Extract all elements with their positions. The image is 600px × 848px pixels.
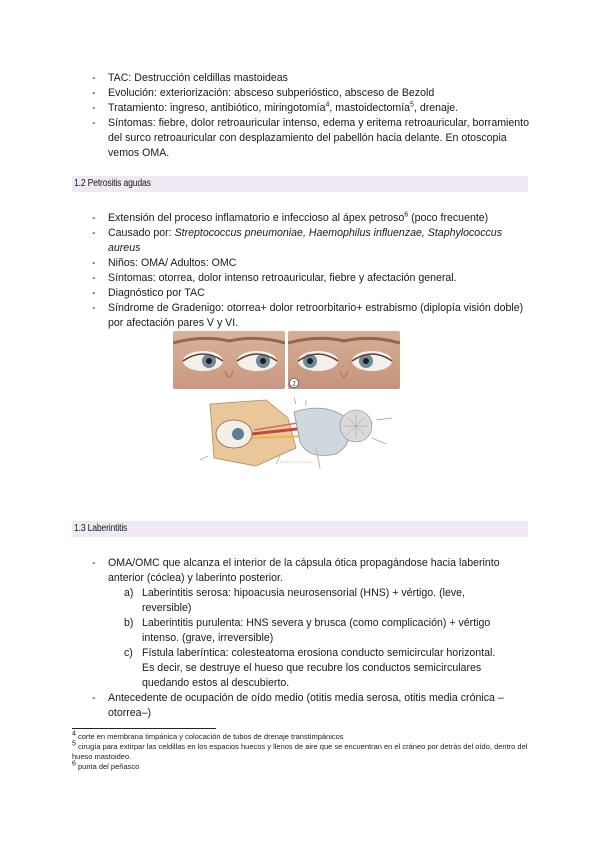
anatomy-illustration [196, 398, 418, 470]
footnote: $^4$ corte en membrana timpánica y colocación de tubos de drenaje transtimpánicos [72, 730, 344, 741]
list-item: - Antecedente de ocupación de oído medio (otitis media serosa, otitis media crónica –otorrea–) [92, 691, 532, 721]
footnote: $^5$ cirugía para extirpar las celdillas en los espacios huecos y llenos de aire que se encuentran en el cráneo por detrás del oído, dentro del hueso mastoideo. [72, 740, 528, 761]
footnote-ref[interactable]: 5 [410, 101, 414, 109]
footnotes [72, 728, 528, 772]
list-item: c) Fístula laberíntica: colesteatoma erosiona conducto semicircular horizontal. Es decir, se destruye el hueso que recubre los conductos semicirculares quedando estos al descubierto. [124, 647, 496, 689]
photo-badge: 2 [292, 381, 296, 388]
list-item: - Evolución: exteriorización: absceso subperióstico, absceso de Bezold [92, 86, 532, 101]
bacteria-names: Streptococcus pneumoniae, Haemophilus influenzae, Staphylococcus aureus [108, 227, 502, 254]
list-item: - Síntomas: otorrea, dolor intenso retroauricular, fiebre y afectación general. [92, 271, 532, 286]
footnote-ref[interactable]: 6 [404, 211, 409, 219]
eye-photo-left [173, 331, 285, 389]
list-item: - Síndrome de Gradenigo: otorrea+ dolor retroorbitario+ estrabismo (diplopía visión doble) por afectación pares V y VI. [92, 301, 532, 331]
list-item: - OMA/OMC que alcanza el interior de la cápsula ótica propagándose hacia laberinto anterior (cóclea) y laberinto posterior. a) Laberintitis serosa: hipoacusia neurosensorial (HNS) + vértigo. (leve, reversible) b) Laberintitis purulenta: HNS severa y brusca (como complicación) + vértigo intenso. (grave, irreversible) c) Fístula laberíntica: colesteatoma erosiona conducto semicircular horizontal. Es decir, se destruye el hueso que recubre los conductos semicirculares quedando estos al descubierto. [92, 556, 532, 691]
list-item: - Diagnóstico por TAC [92, 286, 532, 301]
list-item: - Extensión del proceso inflamatorio e infeccioso al ápex petroso$^6$ (poco frecuente) [92, 211, 532, 226]
list-item: - Causado por: Streptococcus pneumoniae, Haemophilus influenzae, Staphylococcus aureus [92, 226, 532, 256]
list-item: - Niños: OMA/ Adultos: OMC [92, 256, 532, 271]
section-heading-laberintitis: 1.3 Laberintitis [72, 521, 528, 537]
mastoiditis-list [92, 71, 532, 161]
list-item: a) Laberintitis serosa: hipoacusia neurosensorial (HNS) + vértigo. (leve, reversible) [124, 587, 465, 614]
laberintitis-types [124, 586, 504, 691]
list-item: - TAC: Destrucción celdillas mastoideas [92, 71, 532, 86]
section-heading-petrositis: 1.2 Petrositis agudas [72, 176, 528, 192]
footnote-ref[interactable]: 4 [325, 101, 330, 109]
laberintitis-list [92, 556, 532, 721]
footnote-separator [72, 728, 216, 729]
petrositis-list [92, 211, 532, 331]
footnote: $^6$ punta del peñasco [72, 760, 140, 771]
list-item: b) Laberintitis purulenta: HNS severa y brusca (como complicación) + vértigo intenso. (grave, irreversible) [124, 617, 491, 644]
list-item: - Tratamiento: ingreso, antibiótico, miringotomía$^4$, mastoidectomía$^5$, drenaje. [92, 101, 532, 116]
eye-photo-right [288, 331, 400, 389]
list-item: - Síntomas: fiebre, dolor retroauricular intenso, edema y eritema retroauricular, borramiento del surco retroauricular con desplazamiento del pabellón hacia delante. En otoscopia vemos OMA. [92, 116, 532, 161]
